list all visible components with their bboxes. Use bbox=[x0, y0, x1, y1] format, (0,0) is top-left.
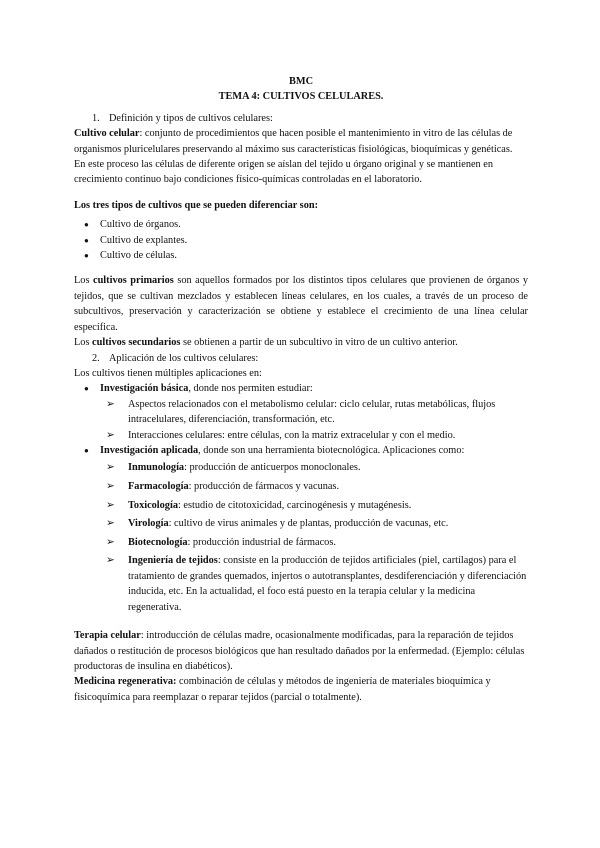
terapia-celular-term: Terapia celular bbox=[74, 630, 141, 642]
investigacion-basica-term: Investigación básica bbox=[100, 383, 189, 395]
document-page bbox=[74, 74, 528, 705]
list-item: ● Cultivo de células. bbox=[74, 248, 528, 263]
list-item: ➢ Biotecnología: producción industrial de fármacos. bbox=[106, 535, 528, 550]
section-1-number: 1. bbox=[92, 112, 100, 124]
arrow-bullet-icon: ➢ bbox=[106, 499, 115, 511]
section-1-heading bbox=[74, 111, 528, 126]
section-1-text: Definición y tipos de cultivos celulares: bbox=[109, 112, 273, 124]
aplicaciones-intro: Los cultivos tienen múltiples aplicaciones en: bbox=[74, 367, 262, 379]
list-item: ➢ Toxicología: estudio de citotoxicidad, carcinogénesis y mutagénesis. bbox=[106, 498, 528, 513]
doc-header: BMC bbox=[288, 76, 314, 87]
list-item: ➢ Farmacología: producción de fármacos y vacunas. bbox=[106, 479, 528, 494]
basic-research-list bbox=[106, 397, 528, 443]
section-2-heading bbox=[74, 351, 528, 366]
list-item: ➢ Virología: cultivo de virus animales y de plantas, producción de vacunas, etc. bbox=[106, 516, 528, 531]
arrow-bullet-icon: ➢ bbox=[106, 429, 115, 441]
investigacion-aplicada-term: Investigación aplicada bbox=[100, 444, 199, 456]
list-item: ● Cultivo de explantes. bbox=[74, 233, 528, 248]
types-heading: Los tres tipos de cultivos que se pueden diferenciar son: bbox=[74, 199, 318, 211]
list-item: ● Investigación básica, donde nos permiten estudiar: ➢ Aspectos relacionados con el metabolismo celular: ciclo celular, rutas metabólicas, flujos intracelulares, diferenciación, transformación, etc. ➢ Interacciones celulares: entre células, con la matriz extracelular y con el medio. bbox=[74, 381, 528, 443]
medicina-regenerativa-term: Medicina regenerativa: bbox=[74, 676, 177, 688]
cultivos-primarios-paragraph: Los cultivos primarios son aquellos formados por los distintos tipos celulares que provienen de órganos y tejidos, que se cultivan mezclados y establecen líneas celulares, en los cuales, a través de un proceso de subcultivos, preservación y caracterización se obtiene y establece el crecimiento de una línea celular específica. bbox=[74, 275, 528, 333]
cultivos-secundarios-paragraph: Los cultivos secundarios se obtienen a partir de un subcultivo in vitro de un cultivo anterior. bbox=[74, 337, 458, 349]
arrow-bullet-icon: ➢ bbox=[106, 555, 115, 567]
arrow-bullet-icon: ➢ bbox=[106, 480, 115, 492]
section-2-number: 2. bbox=[92, 352, 100, 364]
types-list bbox=[74, 217, 528, 263]
proceso-paragraph: En este proceso las células de diferente origen se aíslan del tejido u órgano original y se mantienen en crecimiento continuo bajo condiciones físico-químicas controladas en el laboratorio. bbox=[74, 159, 493, 186]
list-item: ➢ Interacciones celulares: entre células, con la matriz extracelular y con el medio. bbox=[106, 428, 528, 443]
arrow-bullet-icon: ➢ bbox=[106, 518, 115, 530]
list-item: ➢ Aspectos relacionados con el metabolismo celular: ciclo celular, rutas metabólicas, flujos intracelulares, diferenciación, transformación, etc. bbox=[106, 398, 496, 426]
doc-title: TEMA 4: CULTIVOS CELULARES. bbox=[218, 91, 384, 103]
cultivos-primarios-term: cultivos primarios bbox=[93, 275, 174, 287]
cultivo-celular-paragraph: Cultivo celular: conjunto de procedimientos que hacen posible el mantenimiento in vitro de las células de organismos pluricelulares preservando al máximo sus características fisiológicas, bioquímicas y genéticas. bbox=[74, 128, 513, 155]
section-2-text: Aplicación de los cultivos celulares: bbox=[109, 352, 259, 364]
arrow-bullet-icon: ➢ bbox=[106, 536, 115, 548]
terapia-celular-paragraph: Terapia celular: introducción de células madre, ocasionalmente modificadas, para la reparación de tejidos dañados o restitución de procesos biológicos que han resultado dañados por la enfermedad. (Ejemplo: células productoras de insulina en diabéticos). bbox=[74, 630, 525, 672]
list-item: ● Investigación aplicada, donde son una herramienta biotecnológica. Aplicaciones como: ➢ Inmunología: producción de anticuerpos monoclonales. ➢ Farmacología: producción de fármacos y vacunas. ➢ Toxicología: estudio de citotoxicidad, carcinogénesis y mutagénesis. ➢ Virología: cultivo de virus animales y de plantas, producción de vacunas, etc. ➢ Biotecnología: producción industrial de fármacos. ➢ Ingeniería de tejidos: consiste en la producción de tejidos artificiales (piel, cartílagos) para el tratamiento de grandes quemados, injertos o autotransplantes, desdiferenciación y diferenciación inducida, etc. En la actualidad, el foco está puesto en la terapia celular y la medicina regenerativa. bbox=[74, 443, 528, 615]
list-item: ➢ Ingeniería de tejidos: consiste en la producción de tejidos artificiales (piel, cartílagos) para el tratamiento de grandes quemados, injertos o autotransplantes, desdiferenciación y diferenciación inducida, etc. En la actualidad, el foco está puesto en la terapia celular y la medicina regenerativa. bbox=[106, 555, 527, 613]
applied-research-list bbox=[106, 460, 528, 615]
cultivos-secundarios-term: cultivos secundarios bbox=[92, 337, 181, 349]
list-item: ● Cultivo de órganos. bbox=[74, 217, 528, 232]
applications-list bbox=[74, 381, 528, 615]
arrow-bullet-icon: ➢ bbox=[106, 398, 115, 410]
list-item: ➢ Inmunología: producción de anticuerpos monoclonales. bbox=[106, 460, 528, 475]
cultivo-celular-term: Cultivo celular bbox=[74, 128, 140, 140]
arrow-bullet-icon: ➢ bbox=[106, 462, 115, 474]
medicina-regenerativa-paragraph: Medicina regenerativa: combinación de células y métodos de ingeniería de materiales bioquímica y fisicoquímica para reemplazar o reparar tejidos (parcial o totalmente). bbox=[74, 676, 491, 703]
